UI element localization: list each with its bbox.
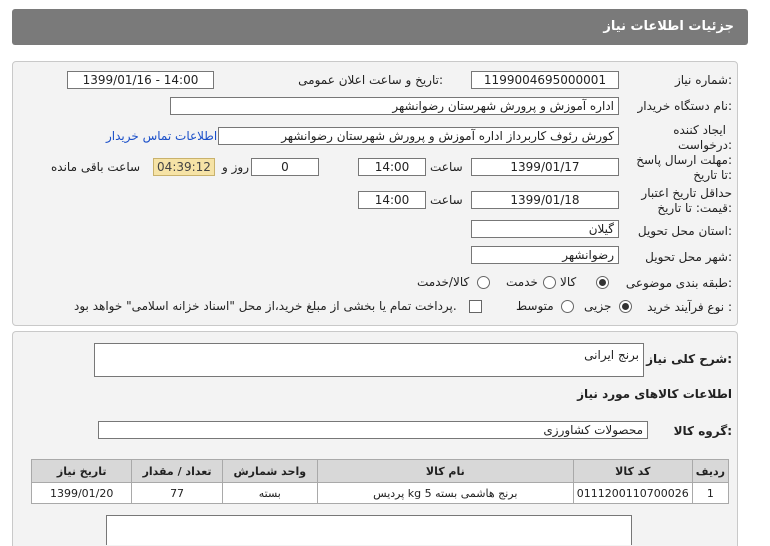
cell-item-name: برنج هاشمی بسته 5 kg پردیس [317,483,573,504]
days-field: 0 [251,158,319,176]
description-label: شرح کلی نیاز: [646,352,732,366]
category-label: طبقه بندی موضوعی: [625,276,732,290]
deadline-label-1: مهلت ارسال پاسخ: [636,153,732,167]
col-header-unit: واحد شمارش [222,460,317,483]
province-label: استان محل تحویل: [637,224,732,238]
purchase-option-medium: متوسط [516,299,554,313]
page-title: جزئیات اطلاعات نیاز [603,19,734,34]
validity-date-field: 1399/01/18 [471,191,619,209]
purchase-radio-minor[interactable] [619,300,632,313]
province-field: گیلان [471,220,619,238]
need-number-label: شماره نیاز: [674,73,732,87]
announce-date-field: 1399/01/16 - 14:00 [67,71,214,89]
deadline-time-field: 14:00 [358,158,426,176]
goods-section-title: اطلاعات کالاهای مورد نیاز [577,387,732,401]
remaining-label: ساعت باقی مانده [51,160,141,174]
need-number-field: 1199004695000001 [471,71,619,89]
cell-row-number: 1 [692,483,728,504]
category-radio-goods[interactable] [596,276,609,289]
cell-unit: بسته [222,483,317,504]
creator-label-1: ایجاد کننده [673,123,726,137]
validity-label-1: حداقل تاریخ اعتبار [641,186,732,200]
goods-group-field: محصولات کشاورزی [98,421,648,439]
cell-quantity: 77 [132,483,222,504]
purchase-type-label: نوع فرآیند خرید : [647,300,732,314]
validity-time-label: ساعت [430,193,463,207]
deadline-time-label: ساعت [430,160,463,174]
goods-group-label: گروه کالا: [673,424,732,438]
col-header-need-date: تاریخ نیاز [32,460,132,483]
category-option-service: خدمت [506,275,538,289]
cell-need-date: 1399/01/20 [32,483,132,504]
buyer-notes-box [106,515,632,545]
category-radio-goods-service[interactable] [477,276,490,289]
col-header-row-number: ردیف [692,460,728,483]
validity-label-2: قیمت: تا تاریخ: [657,201,732,215]
col-header-item-name: نام کالا [317,460,573,483]
city-field: رضوانشهر [471,246,619,264]
validity-time-field: 14:00 [358,191,426,209]
goods-table [31,459,729,504]
category-option-goods-service: کالا/خدمت [417,275,470,289]
days-label: روز و [222,160,249,174]
payment-note: پرداخت تمام یا بخشی از مبلغ خرید،از محل "اسناد خزانه اسلامی" خواهد بود. [74,299,457,313]
deadline-label-2: تا تاریخ: [693,168,732,182]
purchase-radio-medium[interactable] [561,300,574,313]
table-header-row [32,460,729,483]
buyer-contact-link[interactable]: اطلاعات تماس خریدار [106,129,218,143]
treasury-payment-checkbox[interactable] [469,300,482,313]
creator-field: کورش رئوف کاربرداز اداره آموزش و پرورش شهرستان رضوانشهر [218,127,619,145]
title-bar [12,9,748,45]
col-header-item-code: کد کالا [573,460,692,483]
category-option-goods: کالا [560,275,577,289]
remaining-timer: 04:39:12 [153,158,215,176]
category-radio-service[interactable] [543,276,556,289]
purchase-option-minor: جزیی [584,299,612,313]
deadline-date-field: 1399/01/17 [471,158,619,176]
cell-item-code: 0111200110700026 [573,483,692,504]
buyer-label: نام دستگاه خریدار: [637,99,732,113]
table-row [32,483,729,504]
announce-date-label: تاریخ و ساعت اعلان عمومی: [298,73,443,87]
creator-label-2: درخواست: [678,138,732,152]
buyer-field: اداره آموزش و پرورش شهرستان رضوانشهر [170,97,619,115]
description-field: برنج ایرانی [94,343,644,377]
col-header-quantity: تعداد / مقدار [132,460,222,483]
city-label: شهر محل تحویل: [645,250,732,264]
